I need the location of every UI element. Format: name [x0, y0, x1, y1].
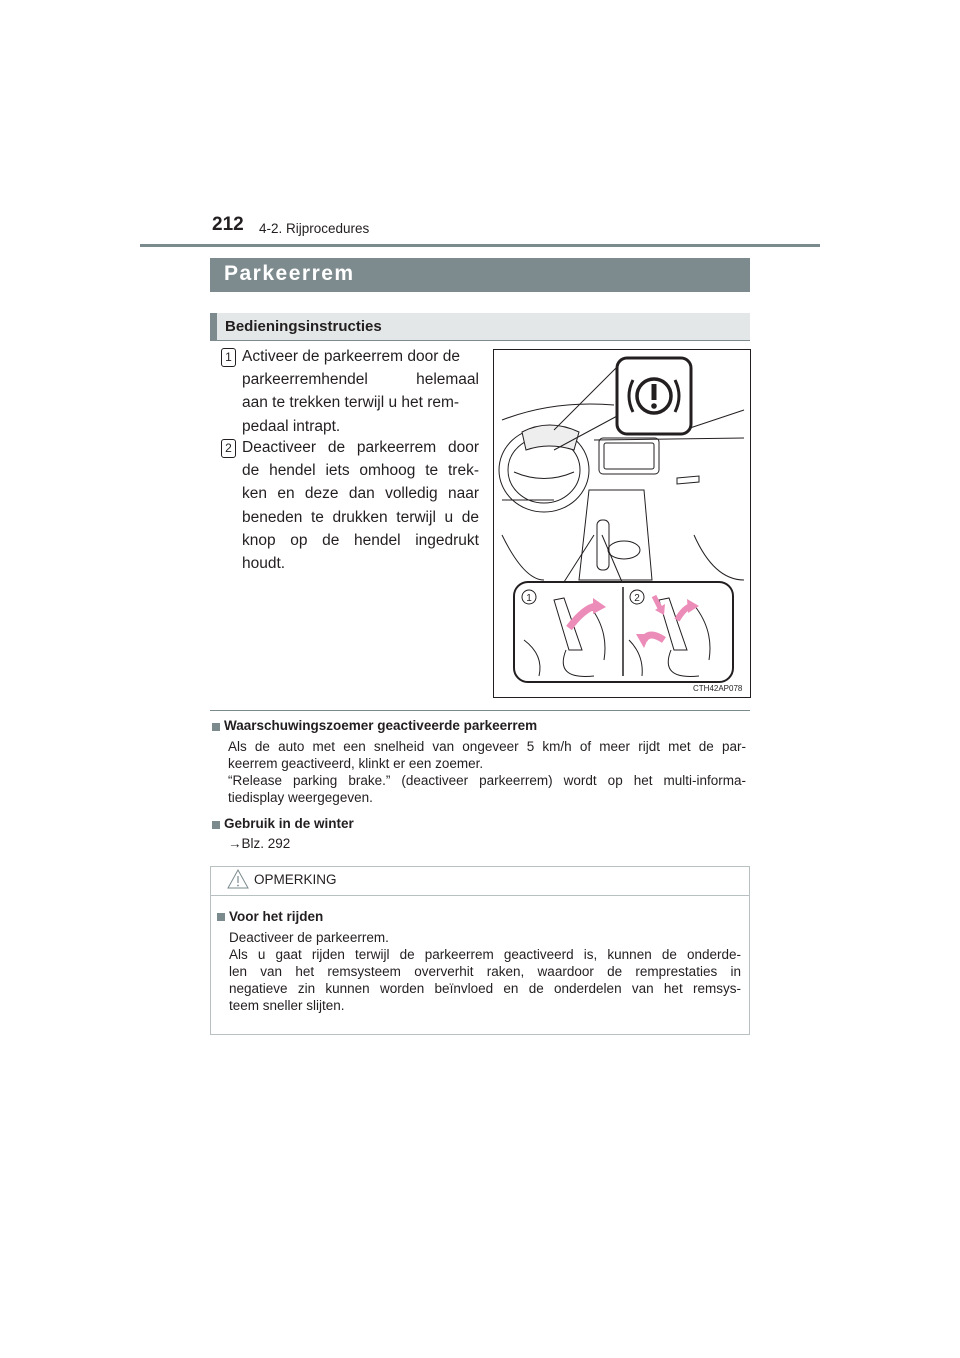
subsection-title: Bedieningsinstructies: [225, 318, 382, 335]
text-line: houdt.: [242, 555, 286, 573]
parking-brake-illustration: [493, 349, 751, 698]
page-number: 212: [212, 214, 244, 235]
text-line: Als u gaat rijden terwijl de parkeerrem geactiveerd is, kunnen de onderde-: [229, 947, 741, 962]
page-reference-link[interactable]: →Blz. 292: [228, 836, 291, 851]
warning-triangle-icon: [226, 868, 250, 890]
text-line: tiedisplay weergegeven.: [228, 790, 373, 805]
notice-label: OPMERKING: [254, 872, 337, 887]
text-line: aan te trekken terwijl u het rem-: [242, 394, 460, 412]
step-2-number: 2: [221, 439, 236, 458]
bullet-square-icon: [217, 913, 225, 921]
bullet-square-icon: [212, 723, 220, 731]
illustration-code: CTH42AP078: [693, 684, 743, 693]
subsection-divider: [210, 340, 750, 341]
text-line: pedaal intrapt.: [242, 417, 341, 435]
parking-brake-diagram: [494, 350, 750, 697]
text-line: knop op de hendel ingedrukt: [242, 531, 479, 549]
text-line: teem sneller slijten.: [229, 998, 345, 1013]
section-title: Parkeerrem: [224, 262, 355, 285]
text-line: negatieve zin kunnen worden beïnvloed en de onderdelen van het remsys-: [229, 981, 741, 996]
text-line: len van het remsysteem oververhit raken, waardoor de remprestaties in: [229, 964, 741, 979]
text-line: keerrem geactiveerd, klinkt er een zoemer.: [228, 756, 484, 771]
note-2-title: Gebruik in de winter: [224, 816, 354, 831]
text-line: Deactiveer de parkeerrem.: [229, 930, 389, 945]
header-divider: [140, 244, 820, 247]
note-1-title: Waarschuwingszoemer geactiveerde parkeerrem: [224, 718, 538, 733]
notice-item-title: Voor het rijden: [229, 909, 324, 924]
inset-label-2: 2: [634, 593, 640, 604]
text-line: Activeer de parkeerrem door de: [242, 348, 460, 365]
text-line: de hendel iets omhoog te trek-: [242, 462, 479, 480]
chapter-title: 4-2. Rijprocedures: [259, 221, 370, 236]
text-line: Deactiveer de parkeerrem door: [242, 439, 479, 456]
text-line: “Release parking brake.” (deactiveer parkeerrem) wordt op het multi-informa-: [228, 773, 746, 788]
notice-header-divider: [210, 895, 750, 896]
text-line: ken en deze dan volledig naar: [242, 485, 479, 503]
inset-label-1: 1: [526, 593, 532, 604]
notice-body: [229, 929, 741, 1014]
text-line: parkeerremhendel helemaal: [242, 371, 479, 389]
step-1-text: [242, 345, 479, 438]
text-line: beneden te drukken terwijl u de: [242, 508, 479, 526]
subsection-accent: [210, 313, 217, 341]
bullet-square-icon: [212, 821, 220, 829]
step-2-text: [242, 436, 479, 575]
step-1-number: 1: [221, 348, 236, 367]
text-line: Als de auto met een snelheid van ongeveer 5 km/h of meer rijdt met de par-: [228, 739, 746, 754]
note-1-body: [228, 738, 746, 806]
notes-divider: [210, 710, 750, 711]
